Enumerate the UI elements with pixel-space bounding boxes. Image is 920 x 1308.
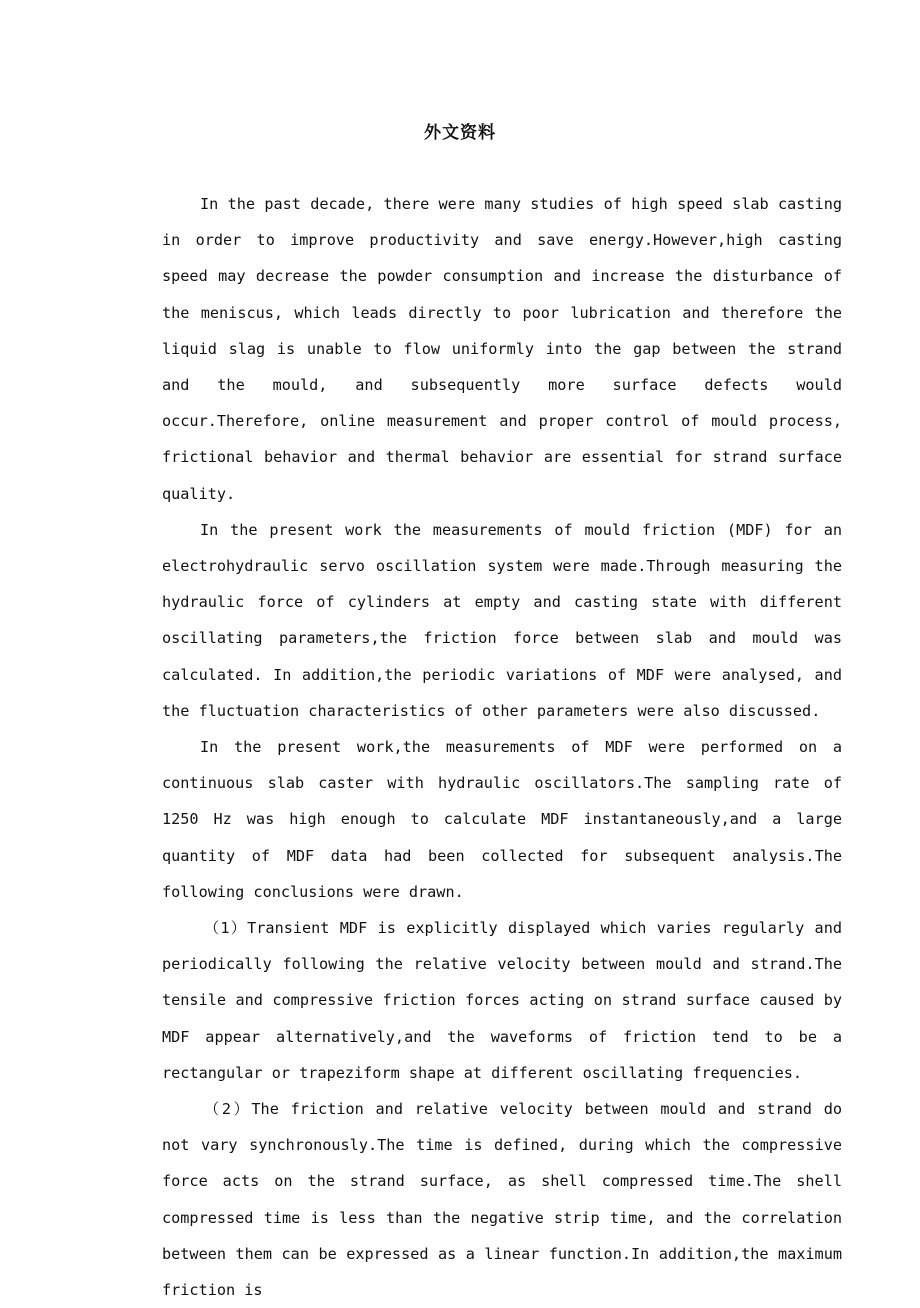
document-title: 外文资料 <box>424 123 496 143</box>
paragraph-measurements: In the present work,the measurements of MDF were performed on a continuous slab caster with hydraulic oscillators.The sampling rate of 1250 Hz was high enough to calculate MDF instantaneously,and a large quantity of MDF data had been collected for subsequent analysis.The following conclusions were drawn. <box>162 738 842 901</box>
conclusion-item-1: （1）Transient MDF is explicitly displayed which varies regularly and periodically following the relative velocity between mould and strand.The tensile and compressive friction forces acting on strand surface caused by MDF appear alternatively,and the waveforms of friction tend to be a rectangular or trapeziform shape at different oscillating frequencies. <box>162 919 842 1082</box>
document-body <box>162 186 842 1308</box>
paragraph-present-work: In the present work the measurements of mould friction (MDF) for an electrohydraulic servo oscillation system were made.Through measuring the hydraulic force of cylinders at empty and casting state with different oscillating parameters,the friction force between slab and mould was calculated. In addition,the periodic variations of MDF were analysed, and the fluctuation characteristics of other parameters were also discussed. <box>162 520 842 720</box>
paragraph-intro: In the past decade, there were many studies of high speed slab casting in order to improve productivity and save energy.However,high casting speed may decrease the powder consumption and increase the disturbance of the meniscus, which leads directly to poor lubrication and therefore the liquid slag is unable to flow uniformly into the gap between the strand and the mould, and subsequently more surface defects would occur.Therefore, online measurement and proper control of mould process, frictional behavior and thermal behavior are essential for strand surface quality. <box>162 195 842 503</box>
conclusion-item-2: （2）The friction and relative velocity between mould and strand do not vary synchronously.The time is defined, during which the compressive force acts on the strand surface, as shell compressed time.The shell compressed time is less than the negative strip time, and the correlation between them can be expressed as a linear function.In addition,the maximum friction is <box>162 1100 842 1300</box>
